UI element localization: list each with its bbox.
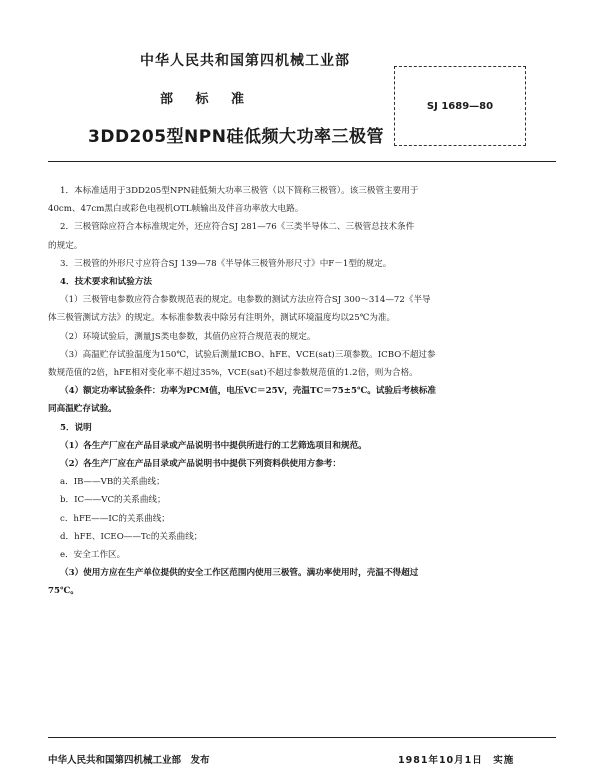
paragraph-line: （3）使用方应在生产单位提供的安全工作区范围内使用三极管。满功率使用时，壳温不得超过 <box>60 568 419 579</box>
paragraph-line: 数规范值的2倍，hFE相对变化率不超过35%，VCE(sat)不超过参数规范值的1.2倍，则为合格。 <box>48 368 418 379</box>
document-title: 3DD205型NPN硅低频大功率三极管 <box>88 127 384 147</box>
paragraph-line: 体三极管测试方法》的规定。本标准参数表中除另有注明外，测试环境温度均以25℃为准。 <box>48 313 396 324</box>
paragraph-line: 3．三极管的外形尺寸应符合SJ 139—78《半导体三极管外形尺寸》中F－1型的规定。 <box>60 258 392 269</box>
footer-divider <box>48 737 556 738</box>
list-item: c．hFE——IC的关系曲线； <box>60 513 170 524</box>
paragraph-line: 1．本标准适用于3DD205型NPN硅低频大功率三极管（以下简称三极管）。该三极管主要用于 <box>60 186 419 196</box>
standard-code: SJ 1689—80 <box>426 100 494 112</box>
paragraph-line: （4）额定功率试验条件：功率为PCM值，电压VC＝25V，壳温TC＝75±5℃。试验后考核标准 <box>60 386 437 397</box>
standard-kind: 部 标 准 <box>160 92 245 107</box>
paragraph-line: （2）环境试验后，测量JS类电参数，其值仍应符合规范表的规定。 <box>60 331 316 342</box>
footer-effective-date: 1981年10月1日 实施 <box>398 755 515 766</box>
list-item: b．IC——VC的关系曲线； <box>60 495 166 506</box>
paragraph-line: （3）高温贮存试验温度为150℃，试验后测量ICBO、hFE、VCE(sat)三项参数。ICBO不超过参 <box>60 349 436 360</box>
paragraph-line: （2）各生产厂应在产品目录或产品说明书中提供下列资料供使用方参考： <box>60 459 341 470</box>
section-heading: 4．技术要求和试验方法 <box>60 277 152 288</box>
footer-publisher: 中华人民共和国第四机械工业部 发布 <box>48 755 210 766</box>
paragraph-line: 2．三极管除应符合本标准规定外，还应符合SJ 281—76《三类半导体二、三极管总技术条件 <box>60 222 415 233</box>
paragraph-line: （1）各生产厂应在产品目录或产品说明书中提供所进行的工艺筛选项目和规范。 <box>60 440 367 451</box>
section-heading: 5．说明 <box>60 422 92 433</box>
list-item: d．hFE、ICEO——Tc的关系曲线； <box>60 531 203 542</box>
paragraph-line: （1）三极管电参数应符合参数规范表的规定。电参数的测试方法应符合SJ 300～314—72《半导 <box>60 295 431 306</box>
list-item: a．IB——VB的关系曲线； <box>60 477 165 488</box>
issuing-ministry: 中华人民共和国第四机械工业部 <box>140 53 350 69</box>
paragraph-line: 40cm、47cm黑白或彩色电视机OTL帧输出及伴音功率放大电路。 <box>48 204 304 215</box>
document-body <box>48 182 556 601</box>
standard-code-box <box>394 66 526 146</box>
paragraph-line: 的规定。 <box>48 240 83 251</box>
header-divider <box>48 161 556 162</box>
list-item: e．安全工作区。 <box>60 550 126 561</box>
paragraph-line: 75℃。 <box>48 586 79 597</box>
paragraph-line: 同高温贮存试验。 <box>48 404 117 415</box>
